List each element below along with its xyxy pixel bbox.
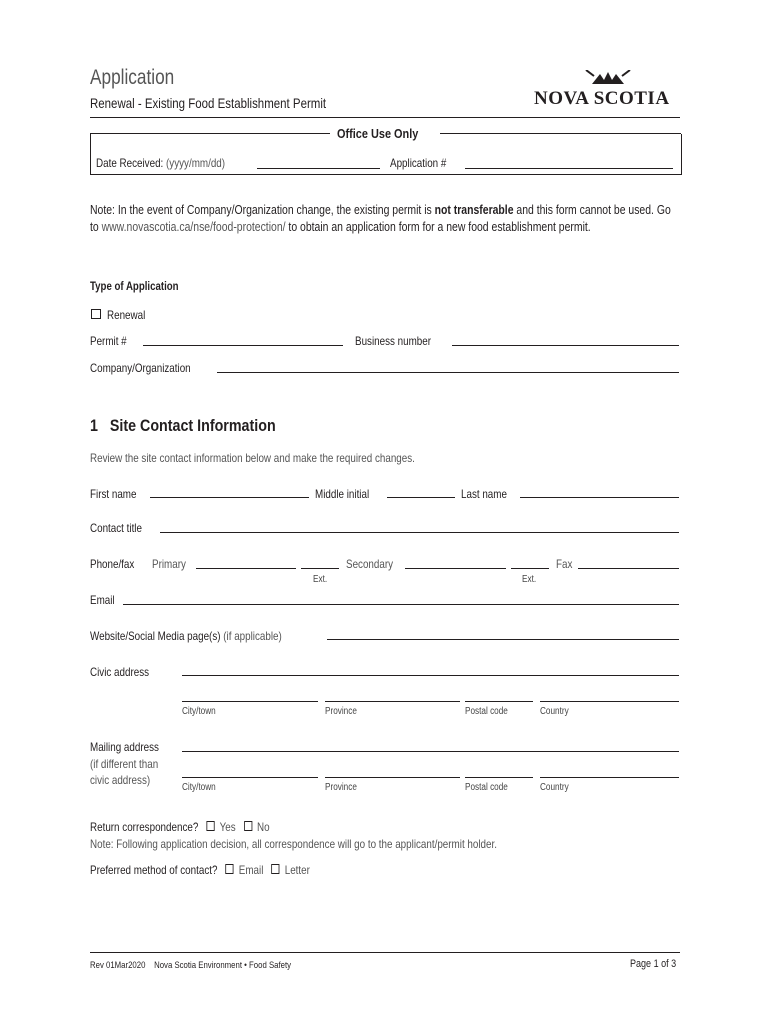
preferred-letter-checkbox[interactable]: [272, 864, 280, 874]
permit-field[interactable]: [143, 345, 343, 346]
company-label: Company/Organization: [90, 361, 191, 375]
civic-postal-field[interactable]: [465, 701, 533, 702]
phone-fax-label: Phone/fax: [90, 557, 135, 571]
company-field[interactable]: [217, 372, 679, 373]
primary-phone-field[interactable]: [196, 568, 296, 569]
civic-province-field[interactable]: [325, 701, 460, 702]
transfer-note: Note: In the event of Company/Organization change, the existing permit is not transferable and this form cannot be used. Go to www.novascotia.ca/nse/food-protection/ to obtain an application form for a new food establishment permit.: [90, 203, 671, 234]
mailing-city-label: City/town: [182, 782, 216, 793]
business-number-field[interactable]: [452, 345, 679, 346]
mailing-province-label: Province: [325, 782, 357, 793]
permit-label: Permit #: [90, 334, 127, 348]
page-subtitle: Renewal - Existing Food Establishment Permit: [90, 95, 327, 111]
primary-label: Primary: [152, 557, 186, 571]
civic-city-field[interactable]: [182, 701, 318, 702]
email-label: Email: [90, 593, 115, 607]
civic-country-field[interactable]: [540, 701, 679, 702]
primary-ext-label: Ext.: [313, 574, 328, 585]
preferred-email-checkbox[interactable]: [226, 864, 234, 874]
food-protection-link[interactable]: www.novascotia.ca/nse/food-protection/: [101, 220, 286, 234]
return-yes-checkbox[interactable]: [207, 821, 215, 831]
logo-text: NOVA SCOTIA: [534, 88, 670, 109]
first-name-field[interactable]: [150, 497, 309, 498]
fax-field[interactable]: [578, 568, 679, 569]
secondary-phone-field[interactable]: [405, 568, 506, 569]
mailing-note-line2: civic address): [90, 773, 151, 787]
renewal-option[interactable]: Renewal: [91, 308, 154, 322]
secondary-label: Secondary: [346, 557, 394, 571]
mailing-city-field[interactable]: [182, 777, 318, 778]
mailing-address-field[interactable]: [182, 751, 679, 752]
section-1-heading: 1 Site Contact Information: [90, 416, 276, 435]
civic-country-label: Country: [540, 706, 569, 717]
footer-divider: [90, 952, 680, 953]
date-received-label: Date Received: (yyyy/mm/dd): [96, 156, 226, 170]
contact-title-field[interactable]: [160, 532, 679, 533]
middle-initial-field[interactable]: [387, 497, 455, 498]
last-name-label: Last name: [461, 487, 507, 501]
application-number-field[interactable]: [465, 168, 673, 169]
mailing-postal-label: Postal code: [465, 782, 508, 793]
first-name-label: First name: [90, 487, 137, 501]
footer-revision: Rev 01Mar2020 Nova Scotia Environment • Food Safety: [90, 960, 292, 971]
website-label: Website/Social Media page(s) (if applicable): [90, 629, 282, 643]
civic-address-label: Civic address: [90, 665, 150, 679]
renewal-checkbox[interactable]: [91, 309, 101, 319]
mailing-province-field[interactable]: [325, 777, 460, 778]
contact-title-label: Contact title: [90, 521, 142, 535]
page-number: Page 1 of 3: [630, 958, 677, 970]
fax-label: Fax: [556, 557, 573, 571]
return-no-checkbox[interactable]: [244, 821, 252, 831]
primary-ext-field[interactable]: [301, 568, 339, 569]
nova-scotia-logo: [534, 70, 680, 110]
type-heading: Type of Application: [90, 281, 179, 293]
email-field[interactable]: [123, 604, 679, 605]
civic-postal-label: Postal code: [465, 706, 508, 717]
correspondence-note: Note: Following application decision, all correspondence will go to the applicant/permit holder.: [90, 837, 497, 851]
date-received-field[interactable]: [257, 168, 380, 169]
mailing-address-label: Mailing address: [90, 740, 159, 754]
application-number-label: Application #: [390, 156, 447, 170]
office-use-heading: Office Use Only: [337, 126, 419, 141]
secondary-ext-label: Ext.: [522, 574, 537, 585]
secondary-ext-field[interactable]: [511, 568, 549, 569]
preferred-contact-row: Preferred method of contact? Email Letter: [90, 863, 310, 877]
last-name-field[interactable]: [520, 497, 679, 498]
business-number-label: Business number: [355, 334, 432, 348]
section-1-intro: Review the site contact information below and make the required changes.: [90, 451, 415, 465]
page-title: Application: [90, 66, 175, 89]
civic-province-label: Province: [325, 706, 357, 717]
website-field[interactable]: [327, 639, 679, 640]
middle-initial-label: Middle initial: [315, 487, 370, 501]
mailing-country-field[interactable]: [540, 777, 679, 778]
mailing-note-line1: (if different than: [90, 757, 159, 771]
return-correspondence-row: Return correspondence? Yes No: [90, 820, 270, 834]
mailing-postal-field[interactable]: [465, 777, 533, 778]
civic-city-label: City/town: [182, 706, 216, 717]
civic-address-field[interactable]: [182, 675, 679, 676]
mailing-country-label: Country: [540, 782, 569, 793]
header-divider: [90, 117, 680, 118]
